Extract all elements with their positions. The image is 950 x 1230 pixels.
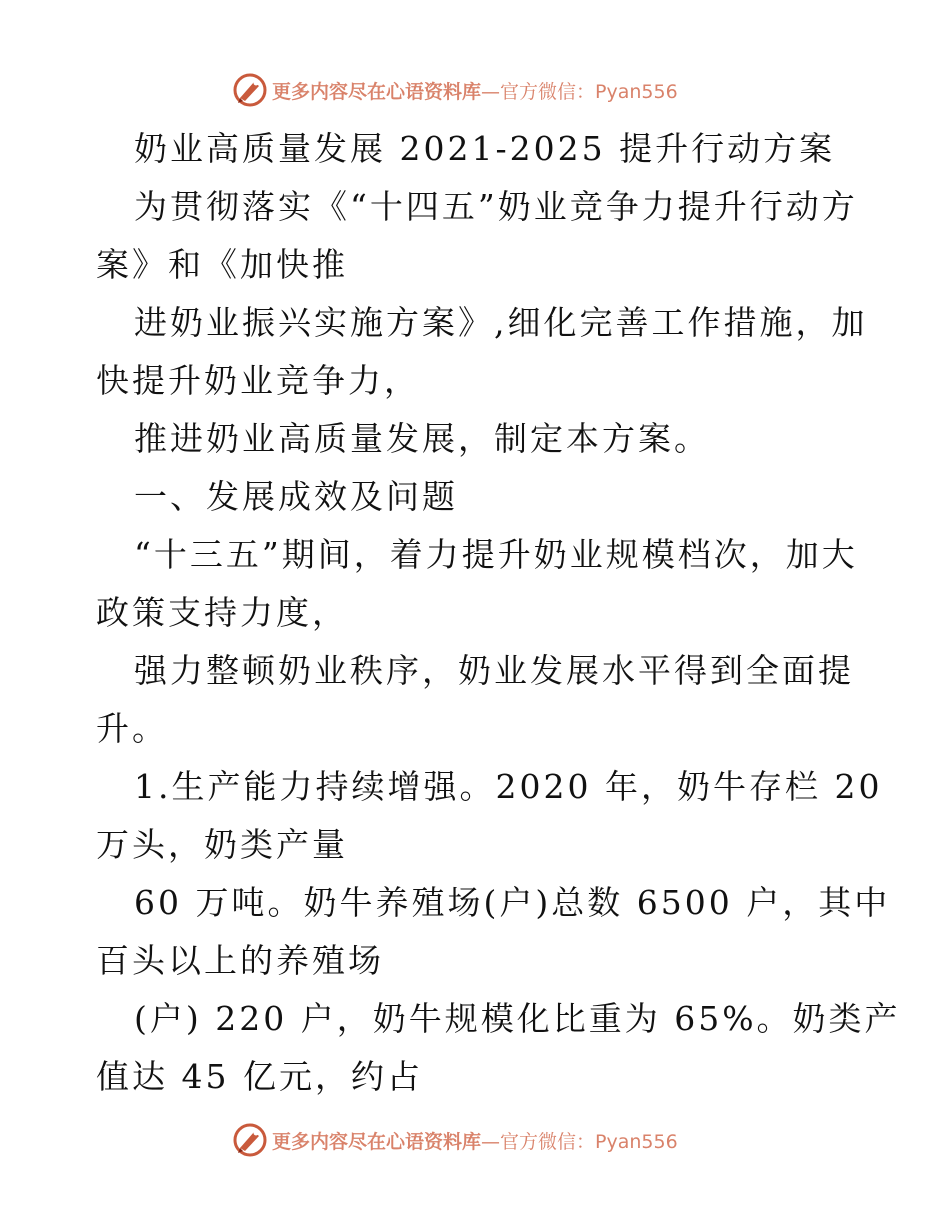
paragraph-line: 政策支持力度， bbox=[96, 593, 348, 632]
paragraph-line: 为贯彻落实《“十四五”奶业竞争力提升行动方 bbox=[134, 187, 858, 226]
section-heading: 一、发展成效及问题 bbox=[134, 477, 458, 516]
paragraph-line: 案》和《加快推 bbox=[96, 245, 348, 284]
paragraph-line: 推进奶业高质量发展，制定本方案。 bbox=[134, 419, 710, 458]
pen-logo-icon bbox=[232, 1122, 268, 1158]
paragraph-line: 值达 45 亿元，约占 bbox=[96, 1057, 423, 1096]
document-body bbox=[96, 120, 901, 1106]
watermark-wechat-text: —官方微信：Pyan556 bbox=[481, 80, 678, 103]
watermark-brand-text: 更多内容尽在心语资料库 bbox=[272, 80, 482, 103]
watermark-wechat-text: —官方微信：Pyan556 bbox=[481, 1130, 678, 1153]
paragraph-line: 进奶业振兴实施方案》,细化完善工作措施，加 bbox=[134, 303, 868, 342]
paragraph-line: 60 万吨。奶牛养殖场(户)总数 6500 户，其中 bbox=[134, 883, 891, 922]
paragraph-line: “十三五”期间，着力提升奶业规模档次，加大 bbox=[134, 535, 858, 574]
pen-logo-icon bbox=[232, 72, 268, 108]
paragraph-line: 万头，奶类产量 bbox=[96, 825, 348, 864]
paragraph-line: (户) 220 户，奶牛规模化比重为 65%。奶类产 bbox=[134, 999, 901, 1038]
paragraph-line: 百头以上的养殖场 bbox=[96, 941, 384, 980]
paragraph-line: 1.生产能力持续增强。2020 年，奶牛存栏 20 bbox=[134, 767, 883, 806]
header-watermark bbox=[232, 70, 678, 110]
footer-watermark bbox=[232, 1120, 678, 1160]
paragraph-line: 快提升奶业竞争力， bbox=[96, 361, 420, 400]
paragraph-line: 强力整顿奶业秩序，奶业发展水平得到全面提 bbox=[134, 651, 854, 690]
watermark-brand-text: 更多内容尽在心语资料库 bbox=[272, 1130, 482, 1153]
document-title: 奶业高质量发展 2021-2025 提升行动方案 bbox=[134, 129, 836, 168]
paragraph-line: 升。 bbox=[96, 709, 168, 748]
